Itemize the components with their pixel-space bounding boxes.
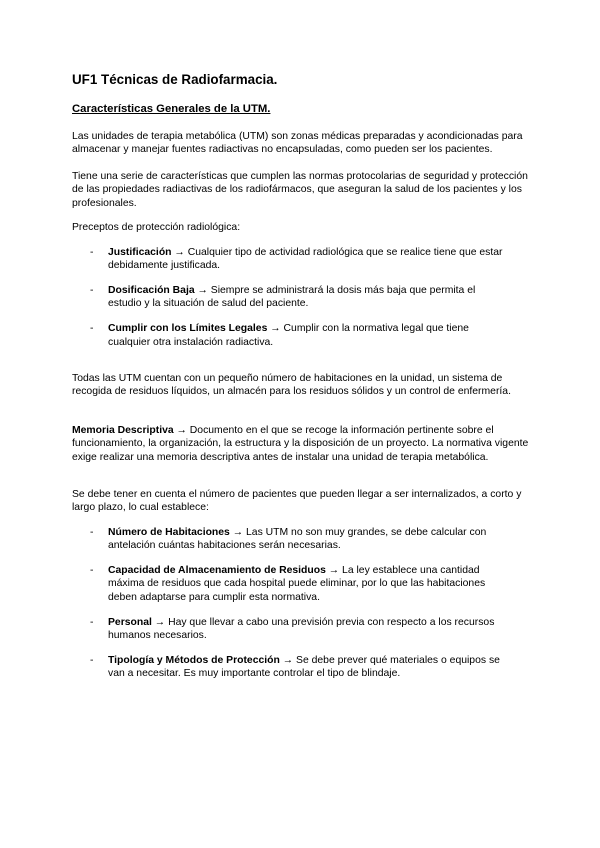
bullet-dash: - xyxy=(90,323,94,335)
bullet-dash: - xyxy=(90,654,94,666)
bullet-dash: - xyxy=(90,285,94,297)
precept-text: → Siempre se administrará la dosis más baja que permita el estudio y la situación de salud del paciente. xyxy=(108,285,476,310)
factor-text: → Se debe prever qué materiales o equipos se van a necesitar. Es muy importante controlar el tipo de blindaje. xyxy=(108,654,500,680)
intro-paragraph-2: Tiene una serie de características que cumplen las normas protocolarias de seguridad y protección de las propiedades radiactivas de los radiofármacos, que aseguran la salud de los pacientes y los profesionales. xyxy=(72,171,528,209)
factors-list xyxy=(90,526,510,692)
factor-term: Personal xyxy=(108,616,152,628)
precepts-heading: Preceptos de protección radiológica: xyxy=(72,222,241,233)
factor-term: Tipología y Métodos de Protección xyxy=(108,654,280,666)
bullet-dash: - xyxy=(90,616,94,628)
memoria-text: → Documento en el que se recoge la información pertinente sobre el funcionamiento, la organización, la estructura y la disposición de un proyecto. La normativa vigente exige realizar una memoria descriptiva antes de instalar una unidad de terapia metabólica. xyxy=(72,425,529,463)
precept-term: Cumplir con los Límites Legales xyxy=(108,323,268,335)
factor-term: Capacidad de Almacenamiento de Residuos xyxy=(108,565,326,577)
factor-text: → Hay que llevar a cabo una previsión previa con respecto a los recursos humanos necesarios. xyxy=(108,616,495,641)
intro-paragraph-1: Las unidades de terapia metabólica (UTM) son zonas médicas preparadas y acondicionadas para almacenar y manejar fuentes radiactivas no encapsuladas, como pueden ser los pacientes. xyxy=(72,131,523,156)
section-heading: Características Generales de la UTM. xyxy=(72,103,271,115)
list-item xyxy=(90,246,510,273)
precept-text: → Cualquier tipo de actividad radiológica que se realice tiene que estar debidamente justificada. xyxy=(108,247,503,272)
factor-text: → La ley establece una cantidad máxima de residuos que cada hospital puede eliminar, por lo que las habitaciones deben adaptarse para cumplir esta normativa. xyxy=(108,565,486,603)
utm-paragraph: Todas las UTM cuentan con un pequeño número de habitaciones en la unidad, un sistema de recogida de residuos líquidos, un almacén para los residuos sólidos y un control de enfermería. xyxy=(72,373,511,398)
list-item xyxy=(90,616,510,643)
bullet-dash: - xyxy=(90,527,94,538)
list-item xyxy=(90,564,510,604)
list-item xyxy=(90,526,510,553)
document-title: UF1 Técnicas de Radiofarmacia. xyxy=(72,72,278,87)
precepts-list xyxy=(90,246,510,361)
factor-text: → Las UTM no son muy grandes, se debe calcular con antelación cuántas habitaciones serán necesarias. xyxy=(108,527,487,552)
list-item xyxy=(90,322,510,349)
memoria-paragraph xyxy=(72,424,530,464)
precept-text: → Cumplir con la normativa legal que tiene cualquier otra instalación radiactiva. xyxy=(108,323,469,348)
list-item xyxy=(90,284,510,311)
precept-term: Dosificación Baja xyxy=(108,285,195,297)
precept-term: Justificación xyxy=(108,247,172,258)
bullet-dash: - xyxy=(90,247,94,258)
list-item xyxy=(90,654,510,681)
factor-term: Número de Habitaciones xyxy=(108,527,230,538)
bullet-dash: - xyxy=(90,565,94,577)
memoria-term: Memoria Descriptiva xyxy=(72,425,174,436)
patients-paragraph: Se debe tener en cuenta el número de pacientes que pueden llegar a ser internalizados, a corto y largo plazo, lo cual establece: xyxy=(72,489,522,514)
